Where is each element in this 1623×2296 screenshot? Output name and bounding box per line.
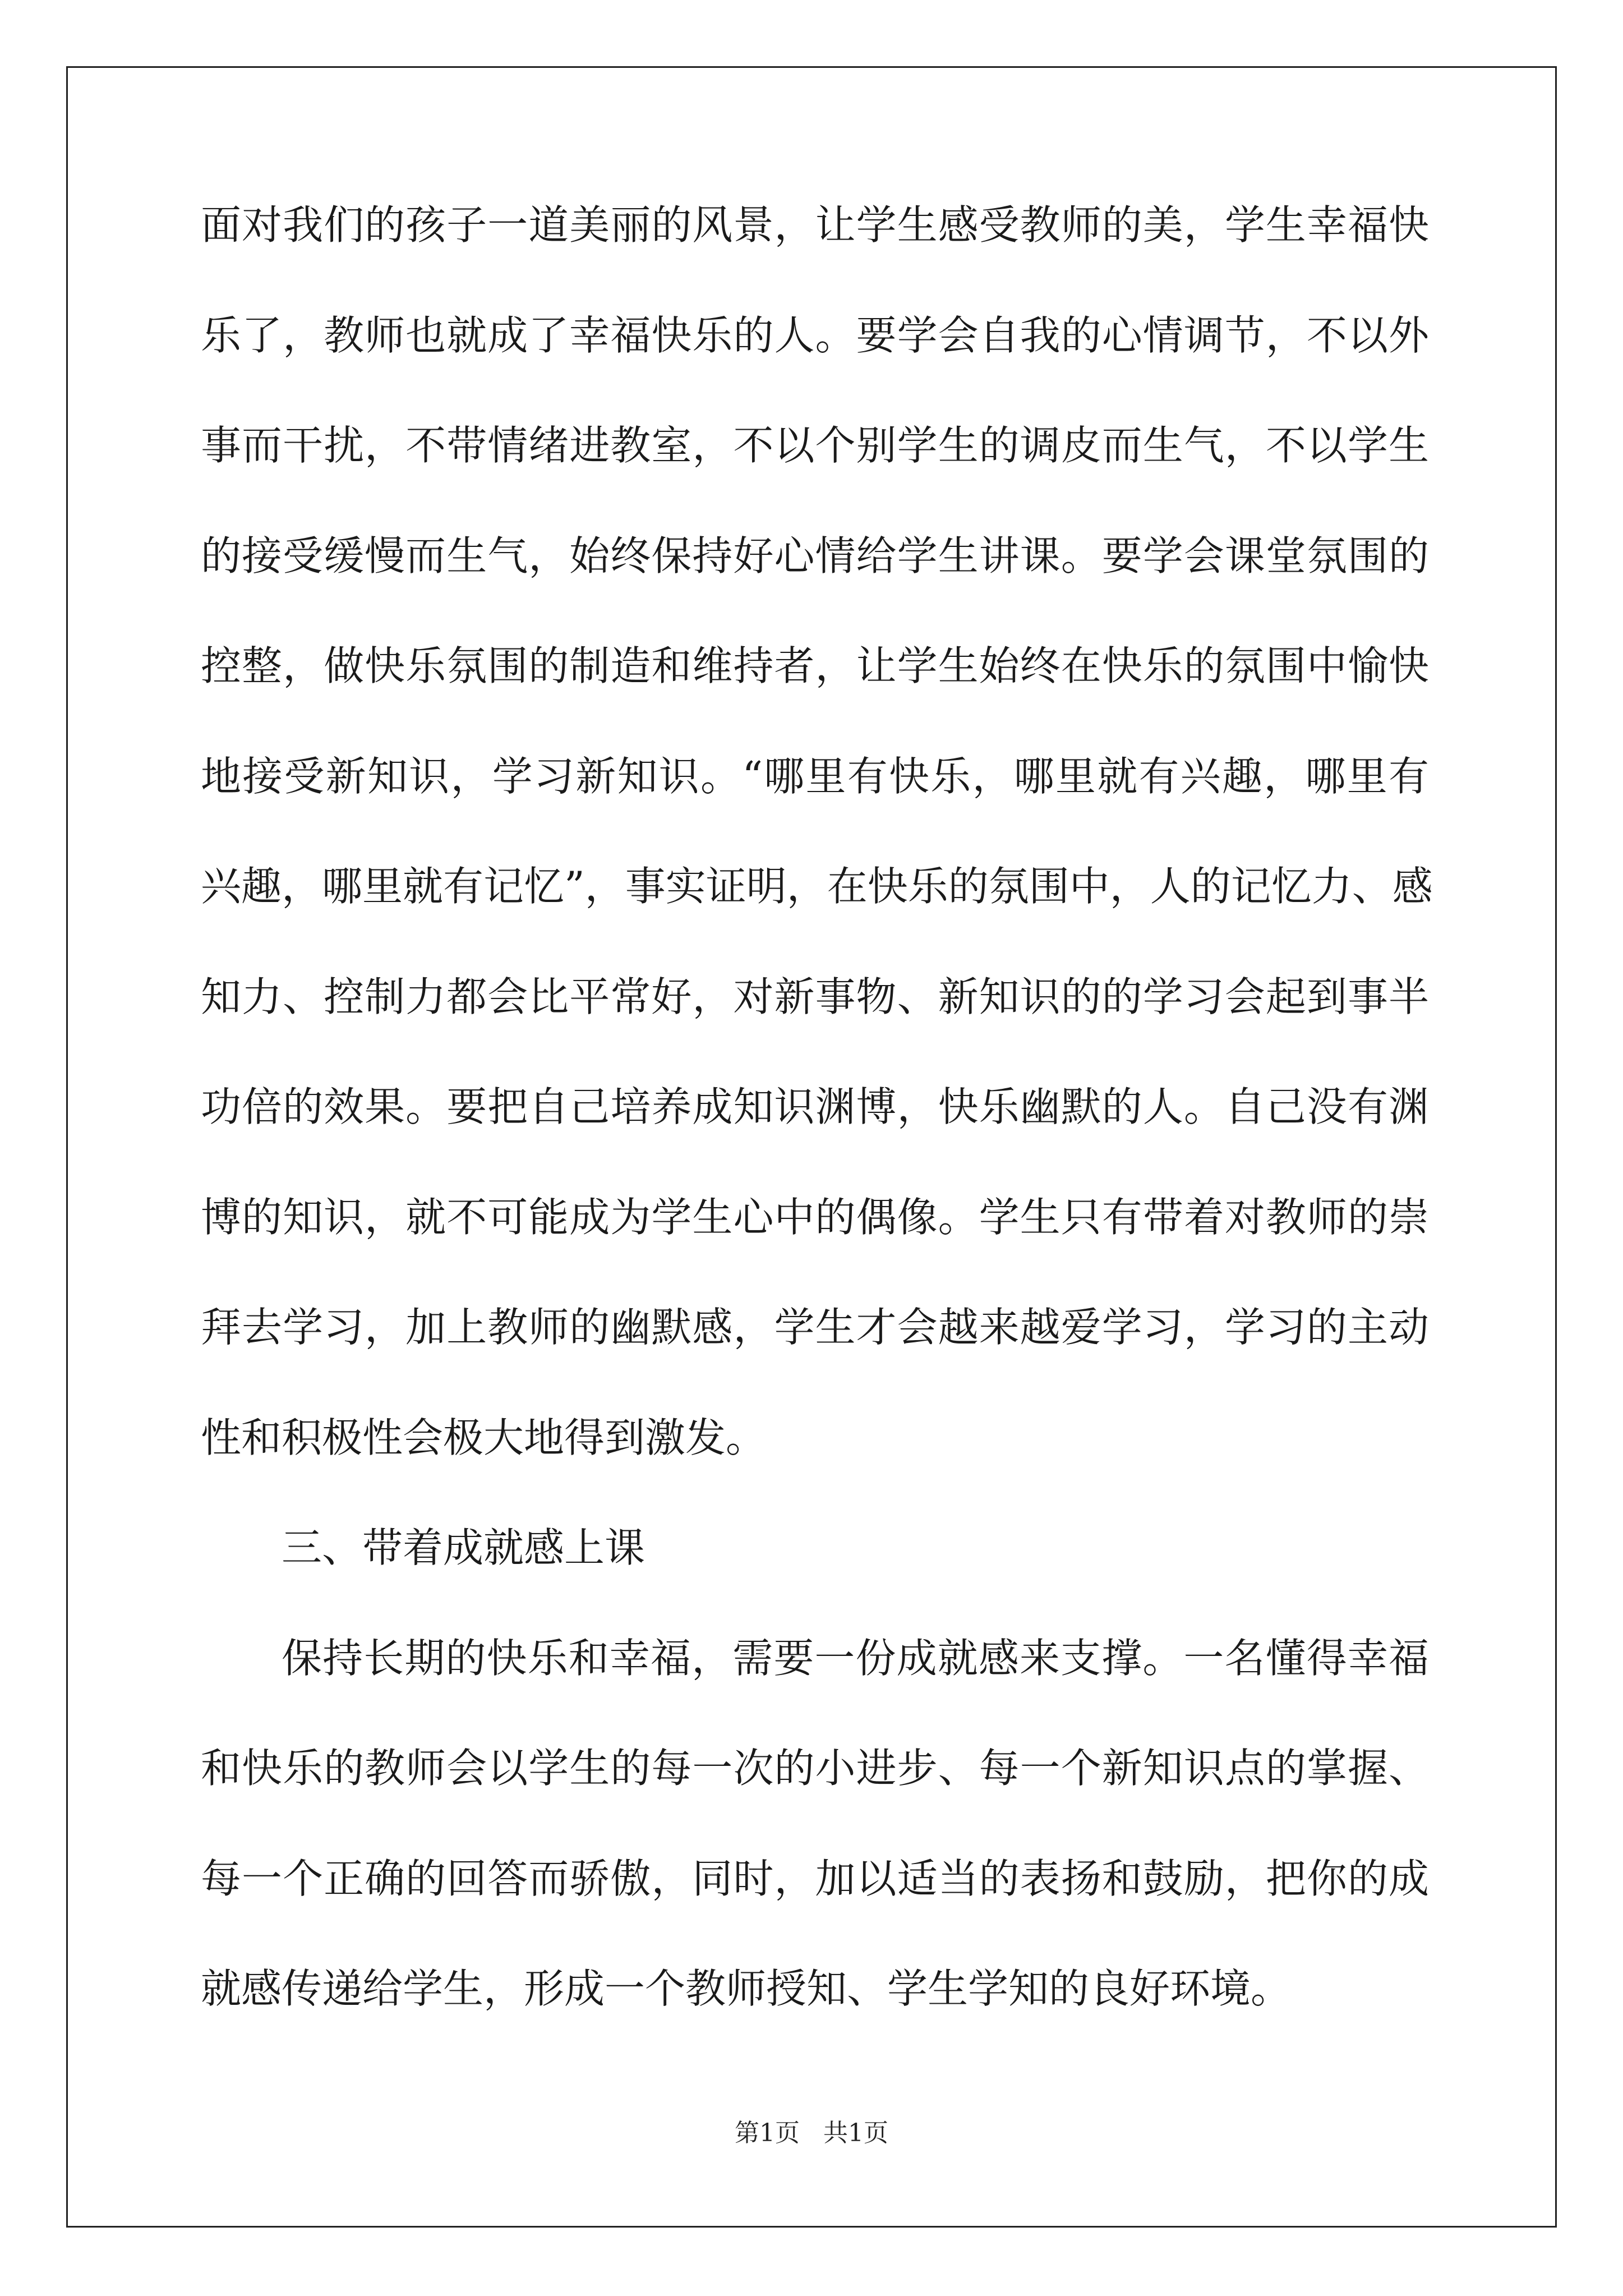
text-line: 兴趣，哪里就有记忆”，事实证明，在快乐的氛围中，人的记忆力、感: [201, 863, 1433, 910]
text-line: 保持长期的快乐和幸福，需要一份成就感来支撑。一名懂得幸福: [282, 1634, 1429, 1682]
text-line: 每一个正确的回答而骄傲，同时，加以适当的表扬和鼓励，把你的成: [201, 1855, 1429, 1902]
page-number: 第1页: [735, 2119, 800, 2147]
text-line: 面对我们的孩子一道美丽的风景，让学生感受教师的美，学生幸福快: [201, 201, 1429, 249]
page-total: 共1页: [823, 2119, 888, 2147]
text-line: 功倍的效果。要把自己培养成知识渊博，快乐幽默的人。自己没有渊: [201, 1083, 1429, 1130]
paragraph-1: [201, 201, 1433, 1461]
text-line: 博的知识，就不可能成为学生心中的偶像。学生只有带着对教师的崇: [201, 1193, 1429, 1241]
text-line: 知力、控制力都会比平常好，对新事物、新知识的的学习会起到事半: [201, 973, 1429, 1020]
text-line: 和快乐的教师会以学生的每一次的小进步、每一个新知识点的掌握、: [201, 1745, 1429, 1792]
text-line: 地接受新知识，学习新知识。“哪里有快乐，哪里就有兴趣，哪里有: [201, 752, 1429, 800]
text-line: 的接受缓慢而生气，始终保持好心情给学生讲课。要学会课堂氛围的: [201, 532, 1429, 579]
text-line: 乐了，教师也就成了幸福快乐的人。要学会自我的心情调节，不以外: [201, 311, 1429, 359]
paragraph-2: [201, 1634, 1429, 2012]
text-line: 事而干扰，不带情绪进教室，不以个别学生的调皮而生气，不以学生: [201, 422, 1429, 469]
text-line: 性和积极性会极大地得到激发。: [201, 1414, 767, 1461]
text-line: 拜去学习，加上教师的幽默感，学生才会越来越爱学习，学习的主动: [201, 1304, 1429, 1351]
text-line: 就感传递给学生，形成一个教师授知、学生学知的良好环境。: [201, 1965, 1292, 2012]
page-footer: [0, 2119, 1623, 2147]
document-body: [201, 201, 1433, 2079]
section-heading: 三、带着成就感上课: [282, 1524, 645, 1571]
text-line: 控整，做快乐氛围的制造和维持者，让学生始终在快乐的氛围中愉快: [201, 642, 1429, 689]
